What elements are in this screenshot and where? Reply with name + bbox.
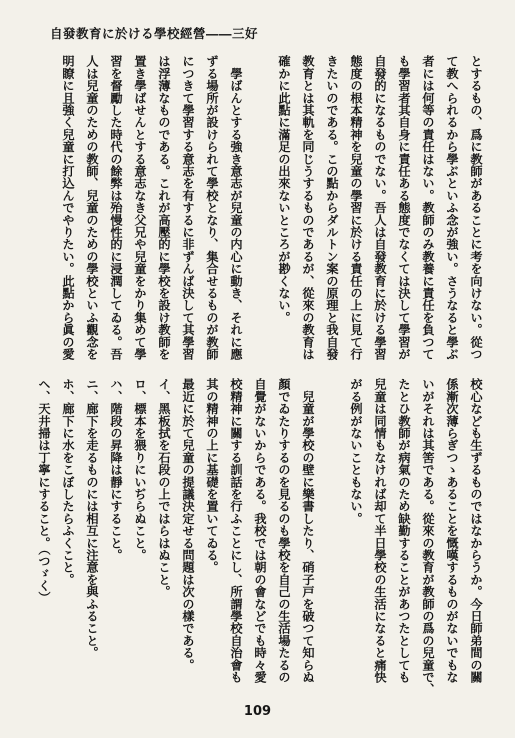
text-column: 自發的になるものでない。吾人は自發教育に於ける學習 bbox=[373, 55, 387, 360]
text-column: も學習者其自身に責任ある態度でなくては決して學習が bbox=[397, 55, 411, 360]
upper-text-block bbox=[56, 55, 488, 370]
running-header: 自發教育に於ける學校經營――三好 bbox=[50, 26, 259, 41]
text-column: 學ばんとする強き意志が兒童の内心に動き、それに應 bbox=[229, 55, 243, 360]
text-column: につきて學習する意志を有するに非ずんば決して其學習 bbox=[181, 55, 195, 360]
list-item: ニ、廊下を走るものには相互に注意を與ふること。 bbox=[85, 378, 99, 659]
text-column: て教へられるから學ぶといふ念が強い。さうなると學ぶ bbox=[445, 55, 459, 360]
text-column: 置き學ばせんとする意志なき父兄や兒童をかり集めて學 bbox=[133, 55, 147, 360]
text-column: たとひ教師が病氣のため缺勤することがあつたとしても bbox=[397, 378, 411, 683]
text-column: 者には何等の責任はない。教師のみ教養に責任を負つて bbox=[421, 55, 435, 360]
text-column: 兒童が學校の壁に樂書したり、硝子戸を破つて知らぬ bbox=[301, 378, 315, 683]
list-item: ハ、階段の昇降は靜にすること。 bbox=[109, 378, 123, 561]
list-item: ヘ、天井掃は丁寧にすること。（つゞく） bbox=[37, 378, 51, 604]
lower-text-block bbox=[32, 378, 488, 696]
text-column: 顏でゐたりするのを見るのも學校を自己の生活場たるの bbox=[277, 378, 291, 683]
text-column: 教育とは其軌を同じうするものであるが、從來の教育は bbox=[301, 55, 315, 360]
text-column: きたいのである。この點からダルトン案の原理と我自發 bbox=[325, 55, 339, 360]
text-column: 最近に於て兒童の提議決定せる問題は次の樣である。 bbox=[181, 378, 195, 671]
text-column: 其の精神の上に基礎を置いてゐる。 bbox=[205, 378, 219, 574]
text-column: 校精神に關する訓話を行ふことにし、所謂學校自治會も bbox=[229, 378, 243, 683]
page-number: 109 bbox=[243, 704, 272, 719]
text-column: がる例がないこともない。 bbox=[349, 378, 363, 525]
text-column: とするもの、爲に教師があることに考を向けない。從つ bbox=[469, 55, 483, 360]
text-column: 校心なども生ずるものではなからうか。今日師弟間の關 bbox=[469, 378, 483, 683]
paragraph-break bbox=[320, 378, 344, 696]
text-column: 確かに此點に滿足の出來ないところが尠くない。 bbox=[277, 55, 291, 324]
text-column: 係漸次薄らぎつゝあることを慨嘆するものがないでもな bbox=[445, 378, 459, 683]
text-column: 自覺がないからである。我校では朝の會などでも時々愛 bbox=[253, 378, 267, 683]
text-column: いがそれは其筈である。從來の教育が教師の爲の兒童で、 bbox=[421, 378, 435, 696]
text-column: 態度の根本精神を兒童の學習に於ける責任の上に見て行 bbox=[349, 55, 363, 360]
list-item: ロ、標本を猥りにいぢらぬこと。 bbox=[133, 378, 147, 561]
text-column: は浮薄なものである。これが高壓的に學校を設け教師を bbox=[157, 55, 171, 360]
list-item: ホ、廊下に水をこぼしたらふくこと。 bbox=[61, 378, 75, 586]
text-column: 明瞭に且強く兒童に打込んでやりたい。此點から眞の愛 bbox=[61, 55, 75, 360]
text-column: 習を督勵した時代の餘弊は殆慢性的に浸潤してゐる。吾 bbox=[109, 55, 123, 360]
text-column: ずる場所が設けられて學校となり、集合せるものが教師 bbox=[205, 55, 219, 360]
paragraph-break bbox=[248, 55, 272, 370]
text-column: 人は兒童のための教師、兒童のための學校といふ觀念を bbox=[85, 55, 99, 360]
list-item: イ、黑板拭を石段の上ではらはぬこと。 bbox=[157, 378, 171, 598]
text-column: 兒童は同情もなければ却て半日學校の生活になると痛快 bbox=[373, 378, 387, 683]
